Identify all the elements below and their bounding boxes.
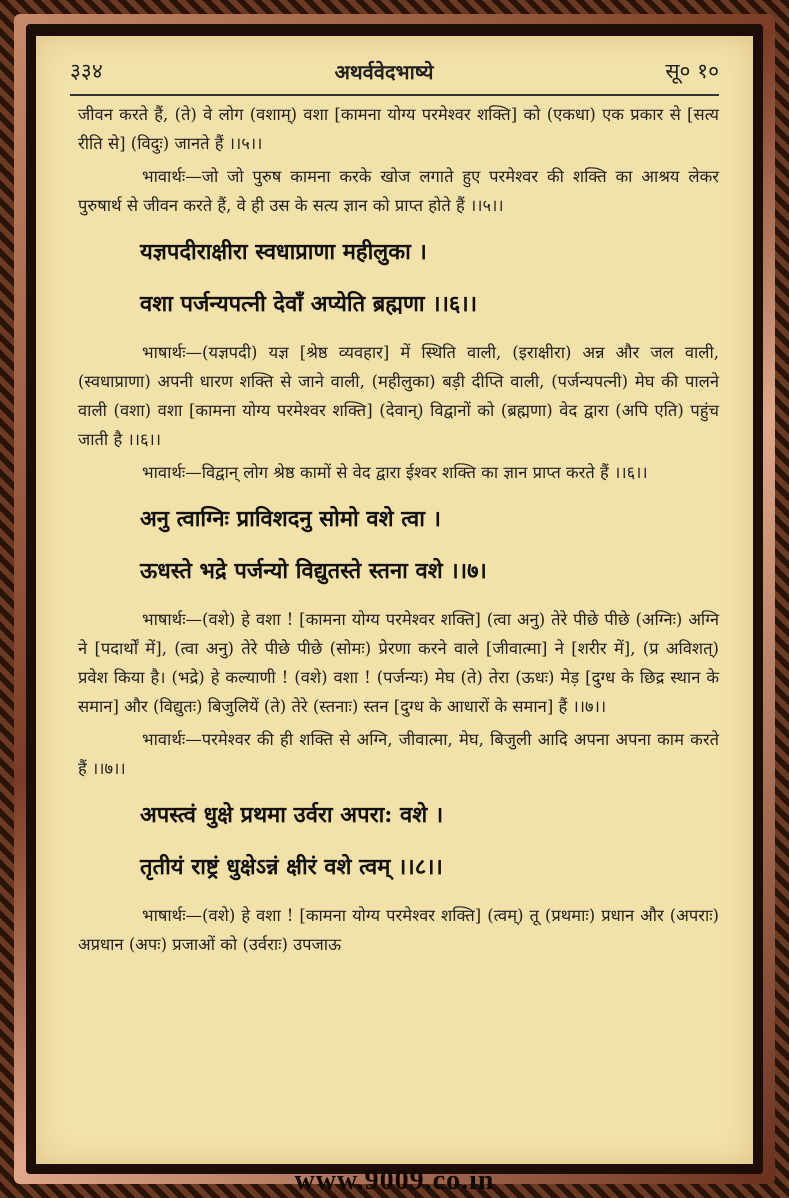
paragraph: भाषार्थः—(वशे) हे वशा ! [कामना योग्य परमेश्वर शक्ति] (त्वा अनु) तेरे पीछे पीछे (अग्निः) अग्नि ने [पदार्थों में], (त्वा अनु) तेरे पीछे पीछे (सोमः) प्रेरणा करने वाले [जीवात्मा] ने [शरीर में], (प्र अविशत्) प्रवेश किया है। (भद्रे) हे कल्याणी ! (वशे) वशा ! (पर्जन्यः) मेघ (ते) तेरा (ऊधः) मेड़ [दुग्ध के छिद्र स्थान के समान] और (विद्युतः) बिजुलियें (ते) तेरे (स्तनाः) स्तन [दुग्ध के आधारों के समान] हैं ।।७।। xyxy=(78,610,719,716)
website-footer: www.9009.co.in xyxy=(294,1165,495,1196)
mantra-line: तृतीयं राष्ट्रं धुक्षेऽन्नं क्षीरं वशे त्वम् ।।८।। xyxy=(140,854,443,880)
paragraph: भाषार्थः—(यज्ञपदी) यज्ञ [श्रेष्ठ व्यवहार] में स्थिति वाली, (इराक्षीरा) अन्न और जल वाली, (स्वधाप्राणा) अपनी धारण शक्ति से जाने वाली, (महीलुका) बड़ी दीप्ति वाली, (पर्जन्यपत्नी) मेघ की पालने वाली (वशा) वशा [कामना योग्य परमेश्वर शक्ति] (देवान्) विद्वानों को (ब्रह्मणा) वेद द्वारा (अपि एति) पहुंच जाती है ।।६।। xyxy=(78,343,719,449)
mantra-line: वशा पर्जन्यपत्नी देवाँ अप्येति ब्रह्मणा ।।६।। xyxy=(140,291,478,317)
sukta-number: सू० १० xyxy=(665,59,719,83)
page-number: ३३४ xyxy=(70,59,103,83)
mantra-8 xyxy=(78,789,719,893)
mantra-line: अनु त्वाग्निः प्राविशदनु सोमो वशे त्वा । xyxy=(140,506,441,532)
mantra-line: अपस्त्वं धुक्षे प्रथमा उर्वरा अपरा: वशे । xyxy=(140,802,444,828)
header-rule xyxy=(70,94,719,96)
mantra-7 xyxy=(78,493,719,597)
page-header xyxy=(70,54,719,88)
page-title: अथर्ववेदभाष्ये xyxy=(334,59,434,84)
paragraph: जीवन करते हैं, (ते) वे लोग (वशाम्) वशा [कामना योग्य परमेश्वर शक्ति] को (एकधा) एक प्रकार से [सत्य रीति से] (विदुः) जानते हैं ।।५।। xyxy=(78,105,719,153)
page xyxy=(36,36,753,1164)
mantra-line: यज्ञपदीराक्षीरा स्वधाप्राणा महीलुका । xyxy=(140,239,427,265)
paragraph: भावार्थः—जो जो पुरुष कामना करके खोज लगाते हुए परमेश्वर की शक्ति का आश्रय लेकर पुरुषार्थ से जीवन करते हैं, वे ही उस के सत्य ज्ञान को प्राप्त होते हैं ।।५।। xyxy=(78,167,719,215)
paragraph: भावार्थः—विद्वान् लोग श्रेष्ठ कामों से वेद द्वारा ईश्वर शक्ति का ज्ञान प्राप्त करते हैं ।।६।। xyxy=(142,463,648,482)
page-content xyxy=(78,100,719,963)
paragraph: भावार्थः—परमेश्वर की ही शक्ति से अग्नि, जीवात्मा, मेघ, बिजुली आदि अपना अपना काम करते हैं ।।७।। xyxy=(78,730,719,778)
paragraph: भाषार्थः—(वशे) हे वशा ! [कामना योग्य परमेश्वर शक्ति] (त्वम्) तू (प्रथमाः) प्रधान और (अपराः) अप्रधान (अपः) प्रजाओं को (उर्वराः) उपजाऊ xyxy=(78,906,719,954)
mantra-6 xyxy=(78,226,719,330)
mantra-line: ऊधस्ते भद्रे पर्जन्यो विद्युतस्ते स्तना वशे ।।७। xyxy=(140,558,487,584)
